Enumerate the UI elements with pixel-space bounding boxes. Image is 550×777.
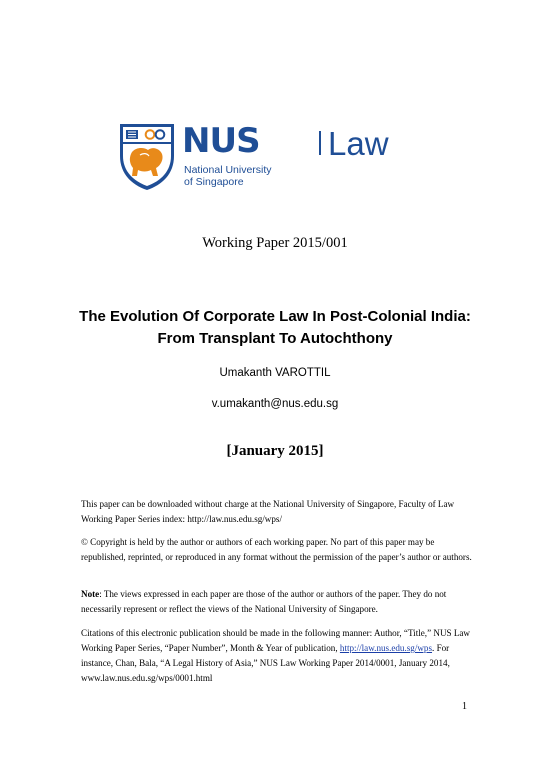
citation-paragraph: [81, 626, 476, 686]
note-paragraph: [81, 587, 476, 617]
note-label: Note: [81, 589, 100, 599]
download-paragraph: This paper can be downloaded without charge at the National University of Singapore, Faculty of Law Working Paper Series index: http://law.nus.edu.sg/wps/: [81, 499, 455, 524]
citation-text-after: . For instance, Chan, Bala, “A Legal History of Asia,” NUS Law Working Paper 2014/0001, January 2014, www.law.nus.edu.sg/wps/0001.html: [81, 643, 450, 683]
logo-subtitle-line2: of Singapore: [184, 176, 244, 188]
logo-subtitle: [184, 164, 272, 188]
citation-link[interactable]: http://law.nus.edu.sg/wps: [339, 643, 433, 653]
nus-crest-icon: [118, 122, 176, 192]
copyright-paragraph: © Copyright is held by the author or authors of each working paper. No part of this paper may be republished, reprinted, or reproduced in any format without the permission of the paper’s author or authors.: [81, 537, 472, 562]
paper-title-line2: From Transplant To Autochthony: [157, 330, 393, 347]
logo-divider: [319, 131, 321, 155]
paper-title-line1: The Evolution Of Corporate Law In Post-Colonial India:: [79, 308, 471, 325]
citation-text-before: Citations of this electronic publication should be made in the following manner: Author, “Title,” NUS Law Working Paper Series, “Paper Number”, Month & Year of publication,: [81, 628, 471, 653]
working-paper-label: Working Paper 2015/001: [202, 235, 348, 251]
note-text: : The views expressed in each paper are those of the author or authors of the paper. They do not necessarily represent or reflect the views of the National University of Singapore.: [81, 589, 447, 614]
logo-nus-text: NUS: [182, 121, 260, 161]
paper-title: [0, 306, 550, 350]
page-number: 1: [462, 701, 467, 712]
author-email[interactable]: v.umakanth@nus.edu.sg: [211, 398, 339, 410]
logo-law-text: Law: [328, 125, 389, 162]
publication-date: [January 2015]: [226, 443, 324, 459]
logo-subtitle-line1: National University: [184, 164, 272, 176]
author-name: Umakanth VAROTTIL: [219, 367, 331, 379]
nus-law-logo: [118, 122, 408, 192]
